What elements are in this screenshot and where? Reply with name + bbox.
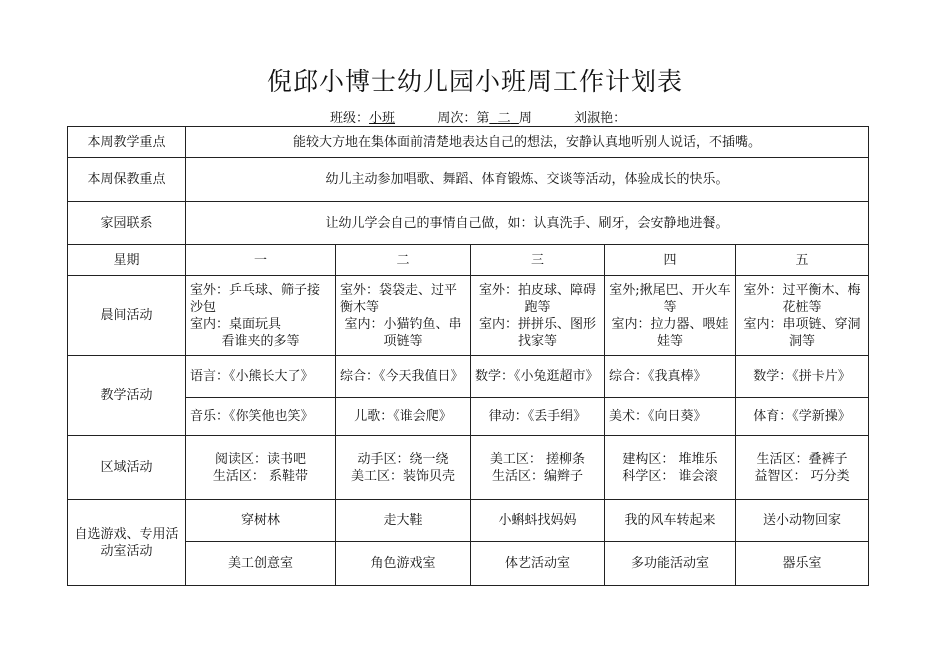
teaching-cell: 数学：《拼卡片》 <box>736 356 869 398</box>
weekday-cell: 五 <box>736 245 869 276</box>
row-label: 家园联系 <box>68 202 186 245</box>
morning-indoor: 室内：小猫钓鱼、串项链等 <box>344 316 462 349</box>
row-teaching-focus <box>68 127 869 158</box>
teaching-cell: 音乐：《你笑他也笑》 <box>186 398 336 436</box>
plan-meta <box>330 107 626 126</box>
area-line: 生活区：编辫子 <box>491 468 583 484</box>
area-line: 生活区：叠裤子 <box>756 451 848 467</box>
week-label: 周次：第 <box>437 111 490 126</box>
morning-indoor: 室内：桌面玩具 <box>190 316 282 332</box>
morning-cell <box>336 276 471 356</box>
morning-outdoor: 室外：过平衡木、梅花桩等 <box>743 282 861 315</box>
page-title: 倪邱小博士幼儿园小班周工作计划表 <box>266 67 683 96</box>
area-line: 美工区：装饰贝壳 <box>350 468 455 484</box>
row-teaching-2 <box>68 398 869 436</box>
area-line: 阅读区：读书吧 <box>214 451 306 467</box>
area-line: 科学区： 谁会滚 <box>622 468 718 484</box>
game-cell: 我的风车转起来 <box>605 500 736 542</box>
room-cell: 多功能活动室 <box>605 542 736 586</box>
morning-indoor: 室内：拼拼乐、图形找家等 <box>478 316 596 349</box>
room-cell: 体艺活动室 <box>471 542 605 586</box>
game-cell: 送小动物回家 <box>736 500 869 542</box>
morning-indoor: 室内：拉力器、喂娃娃等 <box>611 316 729 349</box>
teaching-focus-text: 能较大方地在集体面前清楚地表达自己的想法，安静认真地听别人说话，不插嘴。 <box>186 127 869 158</box>
area-cell <box>471 436 605 500</box>
morning-outdoor: 室外;揪尾巴、开火车等 <box>609 282 731 315</box>
teaching-cell: 儿歌：《谁会爬》 <box>336 398 471 436</box>
row-label: 星期 <box>68 245 186 276</box>
morning-cell <box>471 276 605 356</box>
class-label: 班级： <box>330 111 370 126</box>
row-games-2 <box>68 542 869 586</box>
row-label: 教学活动 <box>68 356 186 436</box>
row-label: 晨间活动 <box>68 276 186 356</box>
row-home-contact <box>68 202 869 245</box>
weekday-cell: 一 <box>186 245 336 276</box>
morning-outdoor: 室外：拍皮球、障碍跑等 <box>478 282 596 315</box>
row-label: 自选游戏、专用活动室活动 <box>68 500 186 586</box>
row-weekday <box>68 245 869 276</box>
week-suffix: 周 <box>518 111 532 126</box>
row-label: 本周保教重点 <box>68 158 186 202</box>
area-cell <box>605 436 736 500</box>
teaching-cell: 美术：《向日葵》 <box>605 398 736 436</box>
weekly-plan-table <box>67 126 869 586</box>
row-label: 本周教学重点 <box>68 127 186 158</box>
home-contact-text: 让幼儿学会自己的事情自己做，如：认真洗手、刷牙，会安静地进餐。 <box>186 202 869 245</box>
room-cell: 美工创意室 <box>186 542 336 586</box>
row-teaching-1 <box>68 356 869 398</box>
morning-cell <box>605 276 736 356</box>
weekday-cell: 三 <box>471 245 605 276</box>
row-area <box>68 436 869 500</box>
game-cell: 穿树林 <box>186 500 336 542</box>
area-line: 益智区： 巧分类 <box>754 468 850 484</box>
area-cell <box>336 436 471 500</box>
teaching-cell: 体育：《学新操》 <box>736 398 869 436</box>
row-label: 区域活动 <box>68 436 186 500</box>
teaching-cell: 语言：《小熊长大了》 <box>186 356 336 398</box>
care-focus-text: 幼儿主动参加唱歌、舞蹈、体育锻炼、交谈等活动，体验成长的快乐。 <box>186 158 869 202</box>
teaching-cell: 综合：《我真棒》 <box>605 356 736 398</box>
morning-cell <box>736 276 869 356</box>
teaching-cell: 数学：《小兔逛超市》 <box>471 356 605 398</box>
morning-outdoor: 室外：乒乓球、筛子接沙包 <box>190 282 321 315</box>
area-line: 生活区： 系鞋带 <box>212 468 309 484</box>
row-games-1 <box>68 500 869 542</box>
class-value: 小班 <box>369 111 396 126</box>
row-care-focus <box>68 158 869 202</box>
area-line: 建构区： 堆堆乐 <box>622 451 718 467</box>
area-cell <box>186 436 336 500</box>
area-line: 美工区： 搓柳条 <box>489 451 586 467</box>
teacher-label: 刘淑艳： <box>574 111 627 126</box>
weekday-cell: 二 <box>336 245 471 276</box>
morning-indoor: 室内：串项链、穿洞洞等 <box>743 316 861 349</box>
teaching-cell: 综合：《今天我值日》 <box>336 356 471 398</box>
morning-outdoor: 室外：袋袋走、过平衡木等 <box>340 282 458 315</box>
area-line: 动手区：绕一绕 <box>357 451 449 467</box>
game-cell: 走大鞋 <box>336 500 471 542</box>
weekday-cell: 四 <box>605 245 736 276</box>
room-cell: 角色游戏室 <box>336 542 471 586</box>
game-cell: 小蝌蚪找妈妈 <box>471 500 605 542</box>
morning-cell <box>186 276 336 356</box>
teaching-cell: 律动：《丢手绢》 <box>471 398 605 436</box>
room-cell: 器乐室 <box>736 542 869 586</box>
week-value: 二 <box>497 111 511 126</box>
row-morning <box>68 276 869 356</box>
area-cell <box>736 436 869 500</box>
morning-indoor-extra: 看谁夹的多等 <box>221 333 300 349</box>
